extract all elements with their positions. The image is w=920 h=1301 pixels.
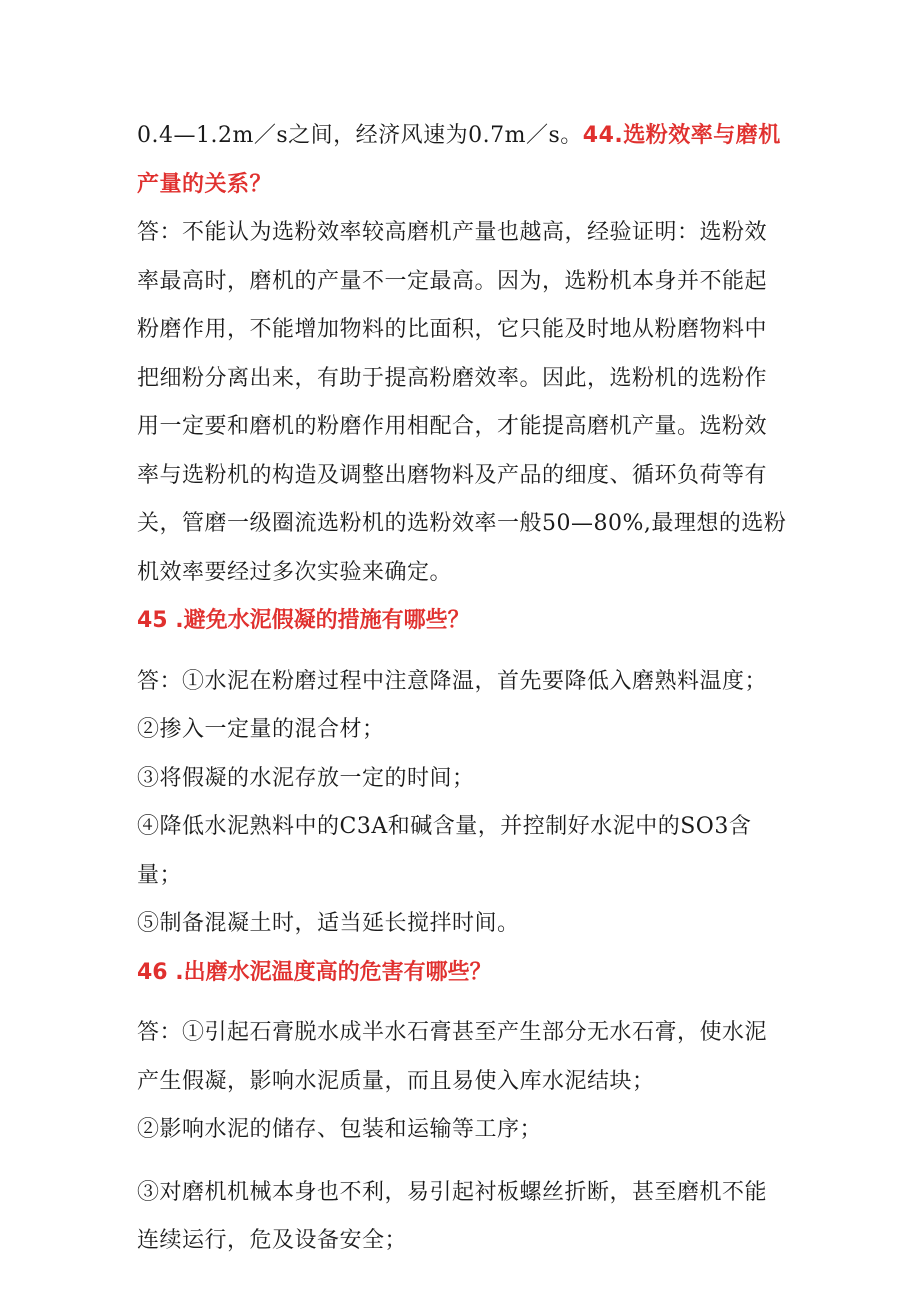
intro-text: 0.4—1.2m／s之间，经济风速为0.7m／s。	[137, 123, 583, 148]
question-44-heading: 44.选粉效率与磨机产量的关系？	[137, 123, 781, 197]
answer-45-item-1: 答：①水泥在粉磨过程中注意降温，首先要降低入磨熟料温度；	[137, 668, 768, 694]
answer-46-item-2: ②影响水泥的储存、包装和运输等工序；	[137, 1117, 543, 1142]
answer-45-item-3: ③将假凝的水泥存放一定的时间；	[137, 765, 475, 791]
question-46-heading: 46 .出磨水泥温度高的危害有哪些？	[137, 959, 492, 985]
answer-45-item-4: ④降低水泥熟料中的C3A和碱含量，并控制好水泥中的SO3含量；	[137, 814, 752, 888]
answer-45-item-2: ②掺入一定量的混合材；	[137, 717, 385, 742]
document-page	[137, 112, 787, 1266]
answer-44-paragraph: 答：不能认为选粉效率较高磨机产量也越高，经验证明：选粉效率最高时，磨机的产量不一定最高。因为，选粉机本身并不能起粉磨作用，不能增加物料的比面积，它只能及时地从粉磨物料中把细粉分离出来，有助于提高粉磨效率。因此，选粉机的选粉作用一定要和磨机的粉磨作用相配合，才能提高磨机产量。选粉效率与选粉机的构造及调整出磨物料及产品的细度、循环负荷等有关，管磨一级圈流选粉机的选粉效率一般50—80%,最理想的选粉机效率要经过多次实验来确定。	[137, 220, 787, 585]
intro-paragraph	[137, 112, 787, 209]
answer-46-item-3: ③对磨机机械本身也不利，易引起衬板螺丝折断，甚至磨机不能连续运行，危及设备安全；	[137, 1179, 768, 1253]
answer-45-item-5: ⑤制备混凝土时，适当延长搅拌时间。	[137, 911, 520, 936]
answer-46-item-1: 答：①引起石膏脱水成半水石膏甚至产生部分无水石膏，使水泥产生假凝，影响水泥质量，而且易使入库水泥结块；	[137, 1020, 768, 1094]
question-45-heading: 45 .避免水泥假凝的措施有哪些？	[137, 608, 470, 633]
